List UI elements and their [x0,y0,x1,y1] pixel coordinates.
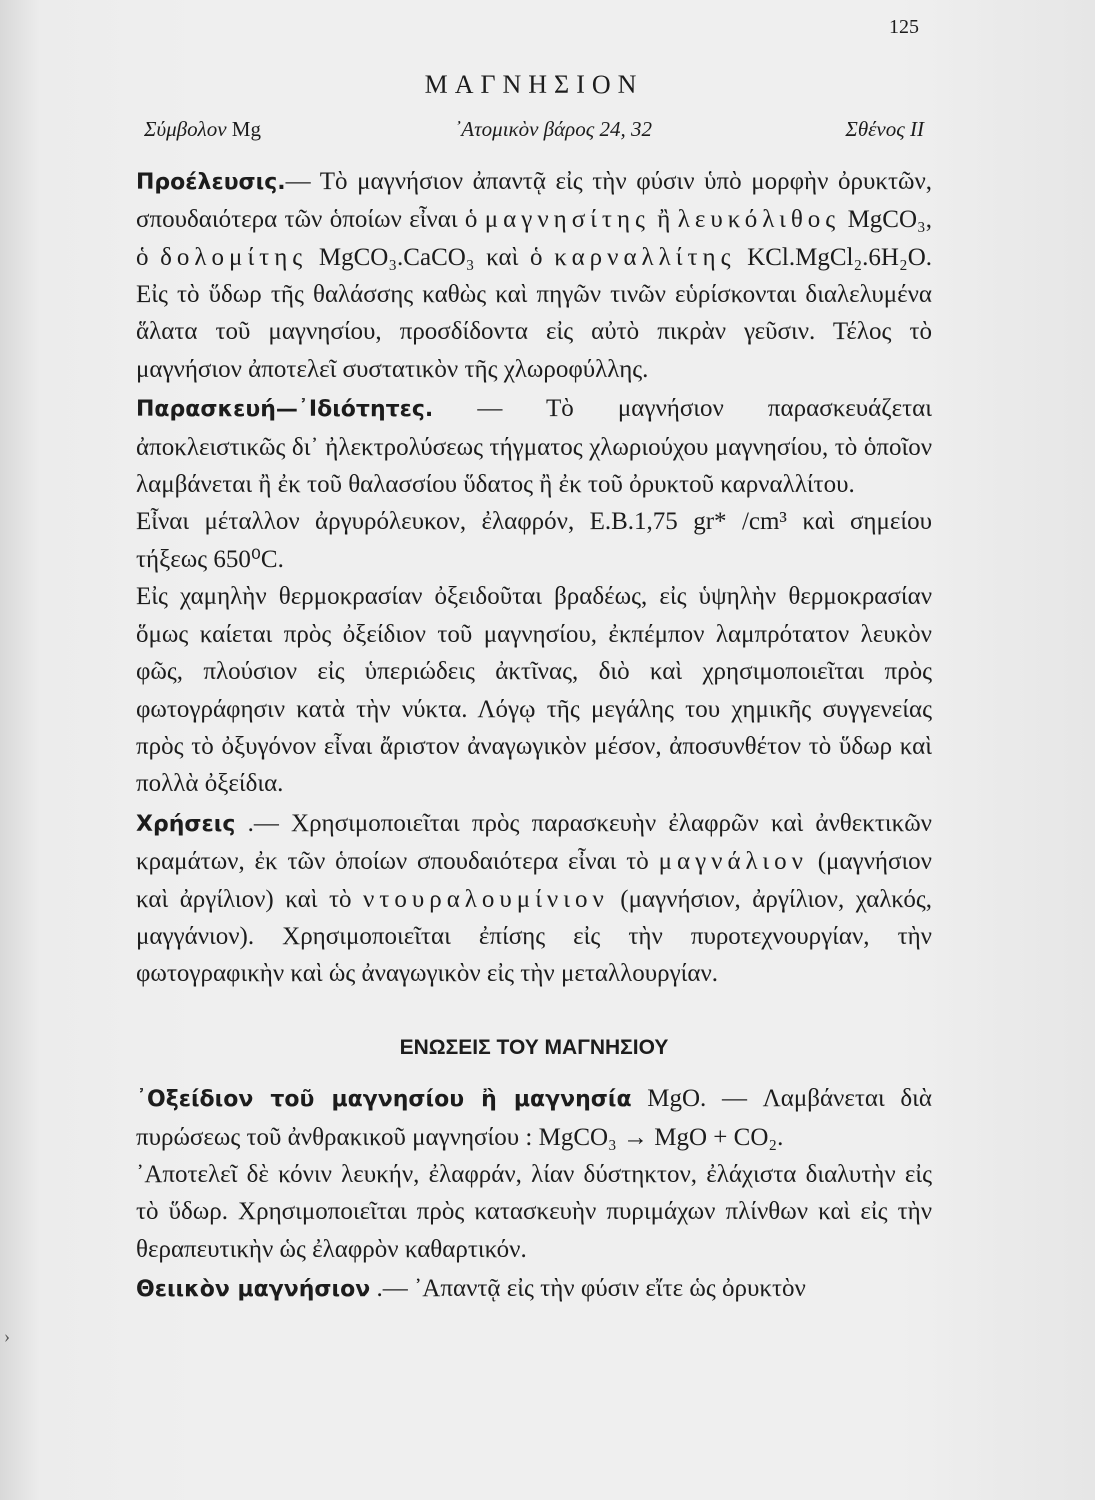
reactivity-paragraph: Εἰς χαμηλὴν θερμοκρασίαν ὀξειδοῦται βραδέως, εἰς ὑψηλὴν θερμοκρασίαν ὅμως καίεται πρὸς ὀξείδιον τοῦ μαγνησίου, ἐκπέμπον λαμπρότατον λευκὸν φῶς, πλούσιον εἰς ὑπεριώδεις ἀκτῖνας, διὸ καὶ χρησιμοποιεῖται πρὸς φωτογράφησιν κατὰ τὴν νύκτα. Λόγῳ τῆς μεγάλης του χημικῆς συγγενείας πρὸς τὸ ὀξυγόνον εἶναι ἄριστον ἀναγωγικὸν μέσον, ἀποσυνθέτον τὸ ὕδωρ καὶ πολλὰ ὀξείδια. [136,583,932,798]
oxide-heading: ᾿Οξείδιον τοῦ μαγνησίου ἢ μαγνησία [136,1087,632,1113]
page-content [136,66,932,1309]
sulfide-heading: Θειικὸν μαγνήσιον [136,1277,371,1303]
chapter-title: ΜΑΓΝΗΣΙΟΝ [424,70,644,99]
valence: Σθένος II [845,117,924,142]
mineral-name: καρναλλίτης [554,243,736,271]
page-number: 125 [889,16,919,38]
sulfide-paragraph: Θειικὸν μαγνήσιον .— ᾿Απαντᾷ εἰς τὴν φύσιν εἴτε ὡς ὀρυκτὸν [136,1275,806,1303]
oxide-paragraph: ᾿Οξείδιον τοῦ μαγνησίου ἢ μαγνησία MgO. — Λαμβάνεται διὰ πυρώσεως τοῦ ἀνθρακικοῦ μαγνησίου : MgCO₃ → MgO + CO₂. [136,1085,932,1151]
alloy-name: ντουραλουμίνιον [363,885,609,913]
symbol-value: Mg [231,117,261,142]
element-info-line [144,111,924,148]
origin-paragraph: Προέλευσις.— Τὸ μαγνήσιον ἀπαντᾷ εἰς τὴν φύσιν ὑπὸ μορφὴν ὀρυκτῶν, σπουδαιότερα τῶν ὁποίων εἶναι ὁ μαγνησίτης ἢ λευκόλιθος MgCO₃, ὁ δολομίτης MgCO₃.CaCO₃ καὶ ὁ καρναλλίτης KCl.MgCl₂.6H₂O. Εἰς τὸ ὕδωρ τῆς θαλάσσης καθὼς καὶ πηγῶν τινῶν εὑρίσκονται διαλελυμένα ἅλατα τοῦ μαγνησίου, προσδίδοντα εἰς αὐτὸ πικρὰν γεῦσιν. Τέλος τὸ μαγνήσιον ἀποτελεῖ συστατικὸν τῆς χλωροφύλλης. [136,167,932,383]
uses-heading: Χρήσεις [136,811,236,837]
alloy-name: μαγνάλιον [658,848,808,876]
symbol-info [144,111,261,148]
mineral-name: λευκόλιθος [677,206,841,234]
oxide-properties-paragraph: ᾿Αποτελεῖ δὲ κόνιν λευκήν, ἐλαφράν, λίαν δύστηκτον, ἐλάχιστα διαλυτὴν εἰς τὸ ὕδωρ. Χρησιμοποιεῖται πρὸς κατασκευὴν πυριμάχων πλίνθων καὶ εἰς τὴν θεραπευτικὴν ὡς ἐλαφρὸν καθαρτικόν. [136,1160,932,1263]
mineral-name: μαγνησίτης [484,206,650,234]
uses-paragraph: Χρήσεις .— Χρησιμοποιεῖται πρὸς παρασκευὴν ἐλαφρῶν καὶ ἀνθεκτικῶν κραμάτων, ἐκ τῶν ὁποίων σπουδαιότερα εἶναι τὸ μαγνάλιον (μαγνήσιον καὶ ἀργίλιον) καὶ τὸ ντουραλουμίνιον (μαγνήσιον, ἀργίλιον, χαλκός, μαγγάνιον). Χρησιμοποιεῖται ἐπίσης εἰς τὴν πυροτεχνουργίαν, τὴν φωτογραφικὴν καὶ ὡς ἀναγωγικὸν εἰς τὴν μεταλλουργίαν. [136,809,932,988]
mineral-name: δολομίτης [160,243,308,271]
atomic-weight: ᾿Ατομικὸν βάρος 24, 32 [454,117,653,142]
preparation-heading: Παρασκευή—᾿Ιδιότητες. [136,397,434,423]
compounds-section-title: ΕΝΩΣΕΙΣ ΤΟΥ ΜΑΓΝΗΣΙΟΥ [399,1035,669,1059]
symbol-label: Σύμβολον [144,117,227,142]
preparation-paragraph: Παρασκευή—᾿Ιδιότητες. — Τὸ μαγνήσιον παρασκευάζεται ἀποκλειστικῶς δι᾿ ἠλεκτρολύσεως τήγματος χλωριούχου μαγνησίου, τὸ ὁποῖον λαμβάνεται ἢ ἐκ τοῦ θαλασσίου ὕδατος ἢ ἐκ τοῦ ὀρυκτοῦ καρναλλίτου. [136,395,932,499]
origin-heading: Προέλευσις. [136,169,286,195]
margin-mark: › [4,1326,10,1346]
properties-paragraph: Εἶναι μέταλλον ἀργυρόλευκον, ἐλαφρόν, Ε.Β.1,75 gr* /cm³ καὶ σημείου τήξεως 650⁰C. [136,508,932,573]
